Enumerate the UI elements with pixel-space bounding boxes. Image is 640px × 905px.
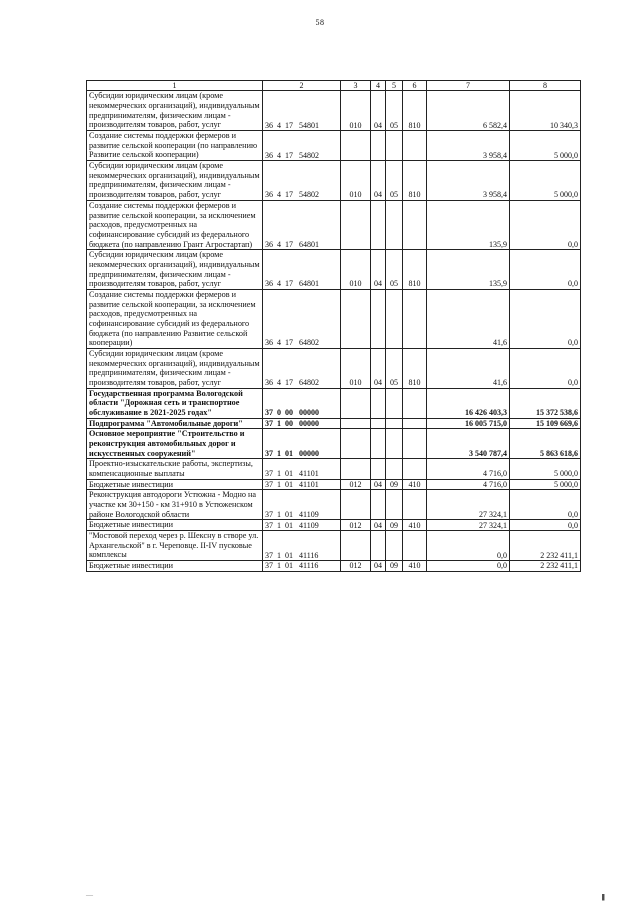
row-amount-2022-cell: 5 000,0: [510, 161, 581, 201]
header-col-6: 6: [403, 81, 427, 91]
row-col4-cell: 04: [371, 561, 386, 572]
row-name-cell: Субсидии юридическим лицам (кроме некоммерческих организаций), индивидуальным предпринимателям, физическим лицам - производителям товаров, работ, услуг: [87, 250, 263, 290]
code-segment: 4: [277, 150, 281, 160]
row-code-cell: [263, 429, 341, 459]
row-col5-cell: 09: [386, 561, 403, 572]
row-col5-cell: [386, 429, 403, 459]
row-col3-cell: 012: [341, 520, 371, 531]
row-amount-2021-cell: 3 540 787,4: [427, 429, 510, 459]
table-row: [87, 520, 581, 531]
header-col-3: 3: [341, 81, 371, 91]
row-amount-2022-cell: 0,0: [510, 200, 581, 249]
row-col4-cell: [371, 388, 386, 418]
row-amount-2022-cell: 10 340,3: [510, 91, 581, 131]
row-col4-cell: 04: [371, 91, 386, 131]
row-amount-2022-cell: 15 372 538,6: [510, 388, 581, 418]
row-col3-cell: [341, 459, 371, 479]
row-amount-2022-cell: 2 232 411,1: [510, 561, 581, 572]
row-col4-cell: [371, 459, 386, 479]
row-col3-cell: [341, 388, 371, 418]
table-row: [87, 388, 581, 418]
row-amount-2022-cell: 15 109 669,6: [510, 418, 581, 429]
table-row: [87, 429, 581, 459]
row-code-cell: [263, 388, 341, 418]
row-col3-cell: [341, 418, 371, 429]
table-row: [87, 490, 581, 520]
code-segment: 0: [277, 408, 281, 418]
code-segment: 17: [285, 239, 293, 249]
table-row: [87, 131, 581, 161]
code-segment: 54802: [299, 150, 319, 160]
row-col4-cell: 04: [371, 520, 386, 531]
code-segment: 4: [277, 190, 281, 200]
budget-table: [86, 80, 581, 572]
code-segment: 64801: [299, 279, 319, 289]
row-amount-2022-cell: 5 863 618,6: [510, 429, 581, 459]
code-segment: 36: [265, 279, 273, 289]
row-col3-cell: 010: [341, 91, 371, 131]
code-segment: 41101: [299, 469, 319, 479]
row-name-cell: Государственная программа Вологодской области "Дорожная сеть и транспортное обслуживание в 2021-2025 годах": [87, 388, 263, 418]
row-name-cell: Бюджетные инвестиции: [87, 479, 263, 490]
table-row: [87, 418, 581, 429]
row-amount-2022-cell: 0,0: [510, 490, 581, 520]
row-code-cell: [263, 459, 341, 479]
row-code-cell: [263, 520, 341, 531]
row-amount-2022-cell: 0,0: [510, 250, 581, 290]
code-segment: 01: [285, 520, 293, 530]
row-col5-cell: [386, 200, 403, 249]
code-segment: 36: [265, 338, 273, 348]
table-row: [87, 348, 581, 388]
header-col-1: 1: [87, 81, 263, 91]
code-segment: 17: [285, 279, 293, 289]
row-name-cell: Субсидии юридическим лицам (кроме некоммерческих организаций), индивидуальным предпринимателям, физическим лицам - производителям товаров, работ, услуг: [87, 161, 263, 201]
row-name-cell: Бюджетные инвестиции: [87, 561, 263, 572]
code-segment: 41101: [299, 479, 319, 489]
code-segment: 01: [285, 448, 293, 458]
row-col6-cell: [403, 289, 427, 348]
row-col6-cell: 810: [403, 91, 427, 131]
code-segment: 41116: [299, 550, 319, 560]
table-row: [87, 250, 581, 290]
row-col5-cell: [386, 388, 403, 418]
table-row: [87, 200, 581, 249]
code-segment: 37: [265, 509, 273, 519]
row-name-cell: "Мостовой переход через р. Шексну в створе ул. Архангельской" в г. Череповце. II-IV пусковые комплексы: [87, 531, 263, 561]
row-code-cell: [263, 131, 341, 161]
code-segment: 01: [285, 479, 293, 489]
table-row: [87, 531, 581, 561]
table-body: [87, 91, 581, 571]
row-code-cell: [263, 418, 341, 429]
code-segment: 1: [277, 561, 281, 571]
code-segment: 54802: [299, 190, 319, 200]
row-amount-2022-cell: 0,0: [510, 520, 581, 531]
row-amount-2021-cell: 6 582,4: [427, 91, 510, 131]
row-code-cell: [263, 490, 341, 520]
row-code-cell: [263, 91, 341, 131]
code-segment: 17: [285, 378, 293, 388]
row-col6-cell: 810: [403, 348, 427, 388]
row-amount-2021-cell: 41,6: [427, 348, 510, 388]
code-segment: 41109: [299, 520, 319, 530]
row-col3-cell: [341, 131, 371, 161]
scan-corner-mark: ˙: [86, 0, 89, 6]
code-segment: 17: [285, 120, 293, 130]
code-segment: 64801: [299, 239, 319, 249]
row-col3-cell: 010: [341, 250, 371, 290]
code-segment: 37: [265, 561, 273, 571]
code-segment: 37: [265, 479, 273, 489]
row-name-cell: Субсидии юридическим лицам (кроме некоммерческих организаций), индивидуальным предпринимателям, физическим лицам - производителям товаров, работ, услуг: [87, 348, 263, 388]
code-segment: 1: [277, 418, 281, 428]
row-col5-cell: 09: [386, 520, 403, 531]
row-code-cell: [263, 479, 341, 490]
code-segment: 37: [265, 448, 273, 458]
row-col4-cell: 04: [371, 348, 386, 388]
row-col6-cell: 810: [403, 161, 427, 201]
header-col-7: 7: [427, 81, 510, 91]
code-segment: 36: [265, 190, 273, 200]
row-col6-cell: [403, 131, 427, 161]
row-amount-2022-cell: 5 000,0: [510, 131, 581, 161]
row-col5-cell: [386, 289, 403, 348]
code-segment: 17: [285, 190, 293, 200]
code-segment: 4: [277, 279, 281, 289]
row-col3-cell: 012: [341, 561, 371, 572]
row-col6-cell: [403, 200, 427, 249]
page-number: 58: [315, 18, 325, 27]
row-col4-cell: 04: [371, 161, 386, 201]
row-name-cell: Создание системы поддержки фермеров и развитие сельской кооперации (по направлению Развитие сельской кооперации): [87, 131, 263, 161]
row-col4-cell: 04: [371, 479, 386, 490]
row-col3-cell: [341, 531, 371, 561]
table-row: [87, 289, 581, 348]
row-amount-2021-cell: 4 716,0: [427, 459, 510, 479]
table-header-row: [87, 81, 581, 91]
row-col4-cell: [371, 131, 386, 161]
code-segment: 4: [277, 120, 281, 130]
scan-edge-mark: —: [86, 891, 93, 899]
row-code-cell: [263, 200, 341, 249]
row-col3-cell: [341, 429, 371, 459]
row-amount-2021-cell: 16 005 715,0: [427, 418, 510, 429]
row-amount-2022-cell: 5 000,0: [510, 459, 581, 479]
row-name-cell: Субсидии юридическим лицам (кроме некоммерческих организаций), индивидуальным предпринимателям, физическим лицам - производителям товаров, работ, услуг: [87, 91, 263, 131]
row-col5-cell: 05: [386, 161, 403, 201]
code-segment: 01: [285, 561, 293, 571]
row-col3-cell: [341, 490, 371, 520]
row-name-cell: Бюджетные инвестиции: [87, 520, 263, 531]
row-col6-cell: [403, 459, 427, 479]
code-segment: 36: [265, 150, 273, 160]
row-amount-2021-cell: 27 324,1: [427, 490, 510, 520]
code-segment: 1: [277, 509, 281, 519]
code-segment: 1: [277, 479, 281, 489]
row-amount-2021-cell: 41,6: [427, 289, 510, 348]
row-amount-2022-cell: 5 000,0: [510, 479, 581, 490]
row-amount-2021-cell: 0,0: [427, 531, 510, 561]
header-col-2: 2: [263, 81, 341, 91]
code-segment: 4: [277, 338, 281, 348]
row-name-cell: Создание системы поддержки фермеров и развитие сельской кооперации, за исключением расходов, предусмотренных на софинансирование субсидий из федерального бюджета (по направлению Грант Агростартап): [87, 200, 263, 249]
table-row: [87, 459, 581, 479]
table-row: [87, 91, 581, 131]
code-segment: 36: [265, 378, 273, 388]
row-name-cell: Создание системы поддержки фермеров и развитие сельской кооперации, за исключением расходов, предусмотренных на софинансирование субсидий из федерального бюджета (по направлению Развитие сельской кооперации): [87, 289, 263, 348]
code-segment: 1: [277, 448, 281, 458]
row-col6-cell: [403, 429, 427, 459]
code-segment: 00000: [299, 408, 319, 418]
row-col5-cell: [386, 131, 403, 161]
row-col4-cell: [371, 531, 386, 561]
row-amount-2021-cell: 27 324,1: [427, 520, 510, 531]
row-amount-2022-cell: 2 232 411,1: [510, 531, 581, 561]
row-name-cell: Реконструкция автодороги Устюжна - Модно на участке км 30+150 - км 31+910 в Устюженском районе Вологодской области: [87, 490, 263, 520]
row-col5-cell: 05: [386, 250, 403, 290]
row-code-cell: [263, 561, 341, 572]
code-segment: 41116: [299, 561, 319, 571]
code-segment: 37: [265, 408, 273, 418]
row-name-cell: Подпрограмма "Автомобильные дороги": [87, 418, 263, 429]
header-col-4: 4: [371, 81, 386, 91]
row-col5-cell: [386, 459, 403, 479]
row-amount-2021-cell: 0,0: [427, 561, 510, 572]
row-code-cell: [263, 289, 341, 348]
row-col6-cell: [403, 490, 427, 520]
code-segment: 37: [265, 520, 273, 530]
row-col6-cell: 810: [403, 250, 427, 290]
header-col-8: 8: [510, 81, 581, 91]
row-amount-2021-cell: 3 958,4: [427, 131, 510, 161]
table-row: [87, 161, 581, 201]
code-segment: 01: [285, 550, 293, 560]
row-col5-cell: [386, 490, 403, 520]
row-code-cell: [263, 348, 341, 388]
code-segment: 00000: [299, 448, 319, 458]
code-segment: 1: [277, 550, 281, 560]
row-col6-cell: [403, 531, 427, 561]
barcode-mark: ||||||: [601, 893, 604, 901]
row-col3-cell: 010: [341, 348, 371, 388]
code-segment: 64802: [299, 378, 319, 388]
row-amount-2021-cell: 135,9: [427, 250, 510, 290]
code-segment: 01: [285, 469, 293, 479]
row-col3-cell: 012: [341, 479, 371, 490]
code-segment: 00: [285, 418, 293, 428]
row-col4-cell: [371, 490, 386, 520]
code-segment: 36: [265, 239, 273, 249]
row-col4-cell: [371, 418, 386, 429]
code-segment: 17: [285, 338, 293, 348]
code-segment: 64802: [299, 338, 319, 348]
code-segment: 17: [285, 150, 293, 160]
row-code-cell: [263, 250, 341, 290]
row-name-cell: Основное мероприятие "Строительство и реконструкция автомобильных дорог и искусственных сооружений": [87, 429, 263, 459]
row-amount-2022-cell: 0,0: [510, 289, 581, 348]
code-segment: 41109: [299, 509, 319, 519]
row-col6-cell: 410: [403, 479, 427, 490]
row-amount-2022-cell: 0,0: [510, 348, 581, 388]
row-col3-cell: 010: [341, 161, 371, 201]
table-row: [87, 561, 581, 572]
row-col5-cell: 05: [386, 348, 403, 388]
row-col5-cell: [386, 531, 403, 561]
code-segment: 4: [277, 239, 281, 249]
code-segment: 01: [285, 509, 293, 519]
code-segment: 37: [265, 550, 273, 560]
row-amount-2021-cell: 4 716,0: [427, 479, 510, 490]
row-amount-2021-cell: 16 426 403,3: [427, 388, 510, 418]
code-segment: 4: [277, 378, 281, 388]
row-col6-cell: [403, 418, 427, 429]
row-col3-cell: [341, 200, 371, 249]
row-col5-cell: 05: [386, 91, 403, 131]
header-col-5: 5: [386, 81, 403, 91]
row-col4-cell: [371, 289, 386, 348]
row-col3-cell: [341, 289, 371, 348]
row-col6-cell: 410: [403, 561, 427, 572]
row-col5-cell: [386, 418, 403, 429]
row-col5-cell: 09: [386, 479, 403, 490]
code-segment: 36: [265, 120, 273, 130]
row-col4-cell: [371, 200, 386, 249]
row-name-cell: Проектно-изыскательские работы, экспертизы, компенсационные выплаты: [87, 459, 263, 479]
row-code-cell: [263, 161, 341, 201]
code-segment: 1: [277, 520, 281, 530]
code-segment: 00: [285, 408, 293, 418]
row-amount-2021-cell: 135,9: [427, 200, 510, 249]
row-col6-cell: [403, 388, 427, 418]
code-segment: 00000: [299, 418, 319, 428]
row-amount-2021-cell: 3 958,4: [427, 161, 510, 201]
code-segment: 1: [277, 469, 281, 479]
table-row: [87, 479, 581, 490]
row-col6-cell: 410: [403, 520, 427, 531]
code-segment: 54801: [299, 120, 319, 130]
row-col4-cell: 04: [371, 250, 386, 290]
code-segment: 37: [265, 469, 273, 479]
code-segment: 37: [265, 418, 273, 428]
row-code-cell: [263, 531, 341, 561]
row-col4-cell: [371, 429, 386, 459]
